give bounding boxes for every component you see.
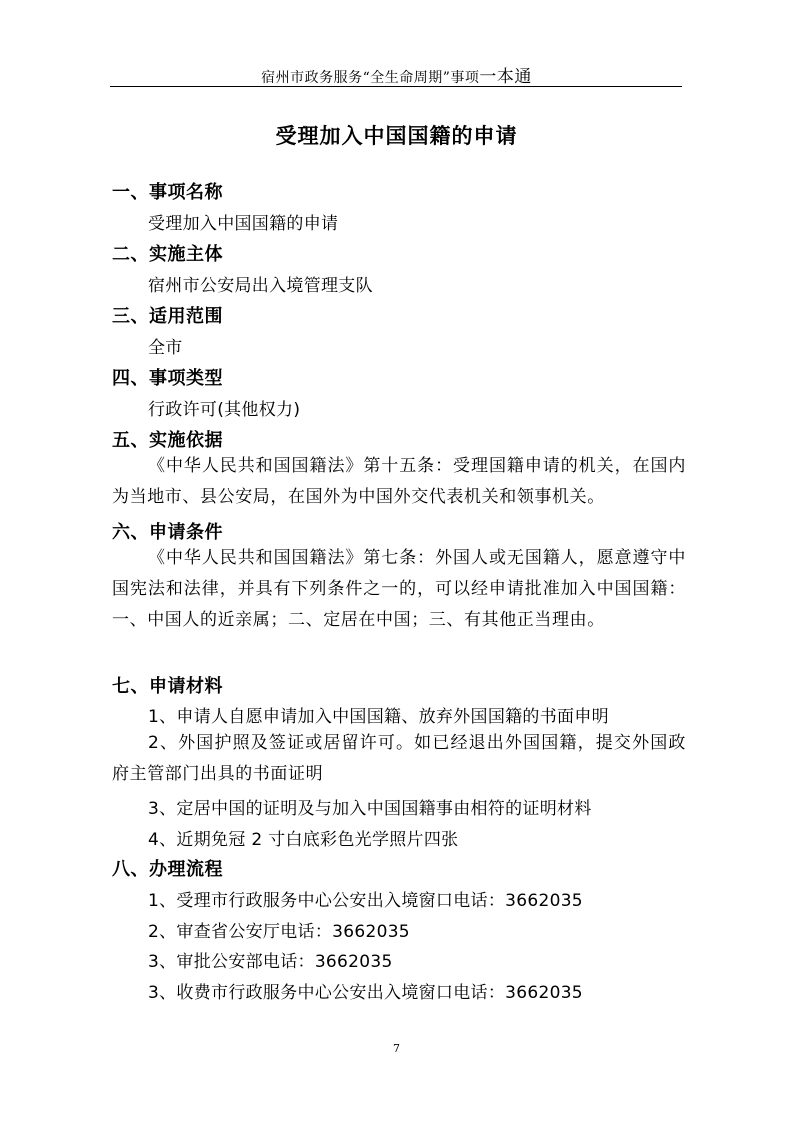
- section-heading-scope: 三、适用范围: [112, 306, 223, 327]
- section-heading-legal-basis: 五、实施依据: [112, 430, 223, 451]
- conditions-paragraph: 《中华人民共和国国籍法》第七条：外国人或无国籍人，愿意遵守中国宪法和法律，并具有下列条件之一的，可以经申请批准加入中国国籍：一、中国人的近亲属；二、定居在中国；三、有其他正当理由。: [112, 548, 686, 630]
- material-item: 3、定居中国的证明及与加入中国国籍事由相符的证明材料: [148, 799, 592, 819]
- section-heading-implementer: 二、实施主体: [112, 244, 223, 265]
- material-item: 1、申请人自愿申请加入中国国籍、放弃外国国籍的书面申明: [148, 707, 609, 727]
- section-heading-conditions: 六、申请条件: [112, 522, 223, 543]
- section-heading-item-name: 一、事项名称: [112, 182, 223, 203]
- header-text-large: 一本通: [479, 67, 532, 87]
- section-heading-process: 八、办理流程: [112, 859, 223, 880]
- page-title: 受理加入中国国籍的申请: [275, 124, 518, 148]
- item-name-text: 受理加入中国国籍的申请: [148, 214, 339, 234]
- process-step: 3、审批公安部电话：3662035: [148, 952, 393, 972]
- header-text: 宿州市政务服务“全生命周期”事项: [261, 70, 480, 86]
- scope-text: 全市: [148, 338, 183, 358]
- header-divider: [110, 86, 682, 87]
- process-step: 3、收费市行政服务中心公安出入境窗口电话：3662035: [148, 983, 583, 1003]
- material-item: 4、近期免冠 2 寸白底彩色光学照片四张: [148, 830, 459, 850]
- section-heading-item-type: 四、事项类型: [112, 368, 223, 389]
- implementer-text: 宿州市公安局出入境管理支队: [148, 276, 373, 296]
- legal-basis-paragraph: 《中华人民共和国国籍法》第十五条：受理国籍申请的机关，在国内为当地市、县公安局，在国外为中国外交代表机关和领事机关。: [112, 456, 686, 507]
- process-step: 2、审查省公安厅电话：3662035: [148, 922, 410, 942]
- section-heading-materials: 七、申请材料: [112, 676, 223, 697]
- item-type-text: 行政许可(其他权力): [148, 400, 301, 420]
- page-header: [0, 62, 793, 87]
- page-number: 7: [393, 1042, 400, 1055]
- process-step: 1、受理市行政服务中心公安出入境窗口电话：3662035: [148, 891, 583, 911]
- material-item: 2、外国护照及签证或居留许可。如已经退出外国国籍，提交外国政府主管部门出具的书面证明: [112, 733, 686, 784]
